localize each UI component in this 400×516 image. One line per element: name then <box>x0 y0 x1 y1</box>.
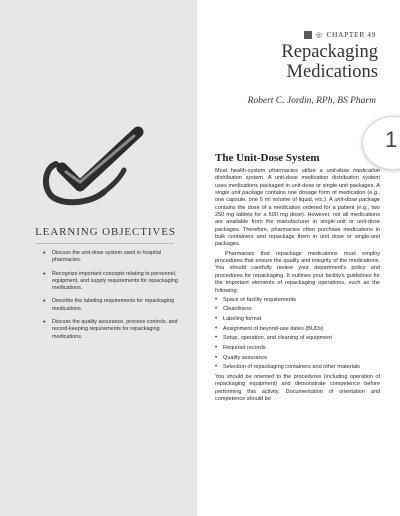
list-item: • Space or facility requirements <box>215 297 380 304</box>
section-heading: The Unit-Dose System <box>215 152 320 164</box>
list-item: • Labeling format <box>215 316 380 323</box>
checkmark-logo-icon <box>34 122 156 206</box>
chapter-circle-icon: ◎ <box>315 30 323 39</box>
body-text <box>215 168 380 405</box>
chapter-title-line: Medications <box>286 62 378 82</box>
objective-item: • Discuss the unit-dose system used in hospital pharmacies. <box>52 250 184 265</box>
paragraph: Most health-system pharmacies utilize a unit-dose medication distribution system. A unit-dose medication distribution system uses medications packaged in unit-dose or single-unit packages. A single unit package contains one dosage form of medication (e.g., one capsule, one 5 ml volume of liquid, etc.). A unit-dose package contains the dose of a medication ordered for a patient (e.g., two 250 mg tablets for a 500 mg dose). However, not all medications are available from the manufacturer in single-unit or unit-dose packages. Therefore, pharmacies often purchase medications in bulk containers and repackage them in unit dose or single-unit packages. <box>215 168 381 248</box>
learning-objectives-list <box>52 250 184 347</box>
repackaging-elements-list <box>215 297 380 372</box>
chapter-label <box>304 30 376 39</box>
paragraph: You should be oriented to the procedures (including operation of repackaging equipment) and demonstrate competence before performing this activity. Documentation of orientation and competence should be <box>215 373 380 402</box>
objective-item: • Discuss the quality assurance, process controls, and record-keeping requirements for repackaging medications. <box>52 319 184 341</box>
paragraph: Pharmacies that repackage medications must employ procedures that ensure the quality and integrity of the medications. You should carefully review your department's policy and procedures for repackaging. It outlines your facility's guidelines for the important elements of repackaging operations, such as the following: <box>215 250 380 294</box>
author-name: Robert C. Jordin, RPh, BS Pharm <box>247 96 376 106</box>
objective-item: • Describe the labeling requirements for repackaging medications. <box>52 298 184 313</box>
chapter-number: CHAPTER 49 <box>326 30 376 39</box>
list-item: • Cleanliness <box>215 306 380 313</box>
page-number: 1 <box>385 127 398 152</box>
page-number-tab <box>362 116 400 170</box>
heading-divider <box>36 243 174 244</box>
chapter-title <box>281 42 378 82</box>
list-item: • Quality assurance <box>215 355 380 362</box>
learning-objectives-heading: LEARNING OBJECTIVES <box>35 226 176 238</box>
list-item: • Selection of repackaging containers and other materials <box>215 364 380 371</box>
objective-item: • Recognize important concepts relating to personnel, equipment, and supply requirements for repackaging medications. <box>52 271 184 293</box>
chapter-square-icon <box>304 31 312 39</box>
learning-objectives-sidebar <box>0 0 197 516</box>
list-item: • Required records <box>215 345 380 352</box>
chapter-title-line: Repackaging <box>281 42 378 62</box>
list-item: • Assignment of beyond-use dates (BUDs) <box>215 326 380 333</box>
list-item: • Setup, operation, and cleaning of equipment <box>215 335 380 342</box>
